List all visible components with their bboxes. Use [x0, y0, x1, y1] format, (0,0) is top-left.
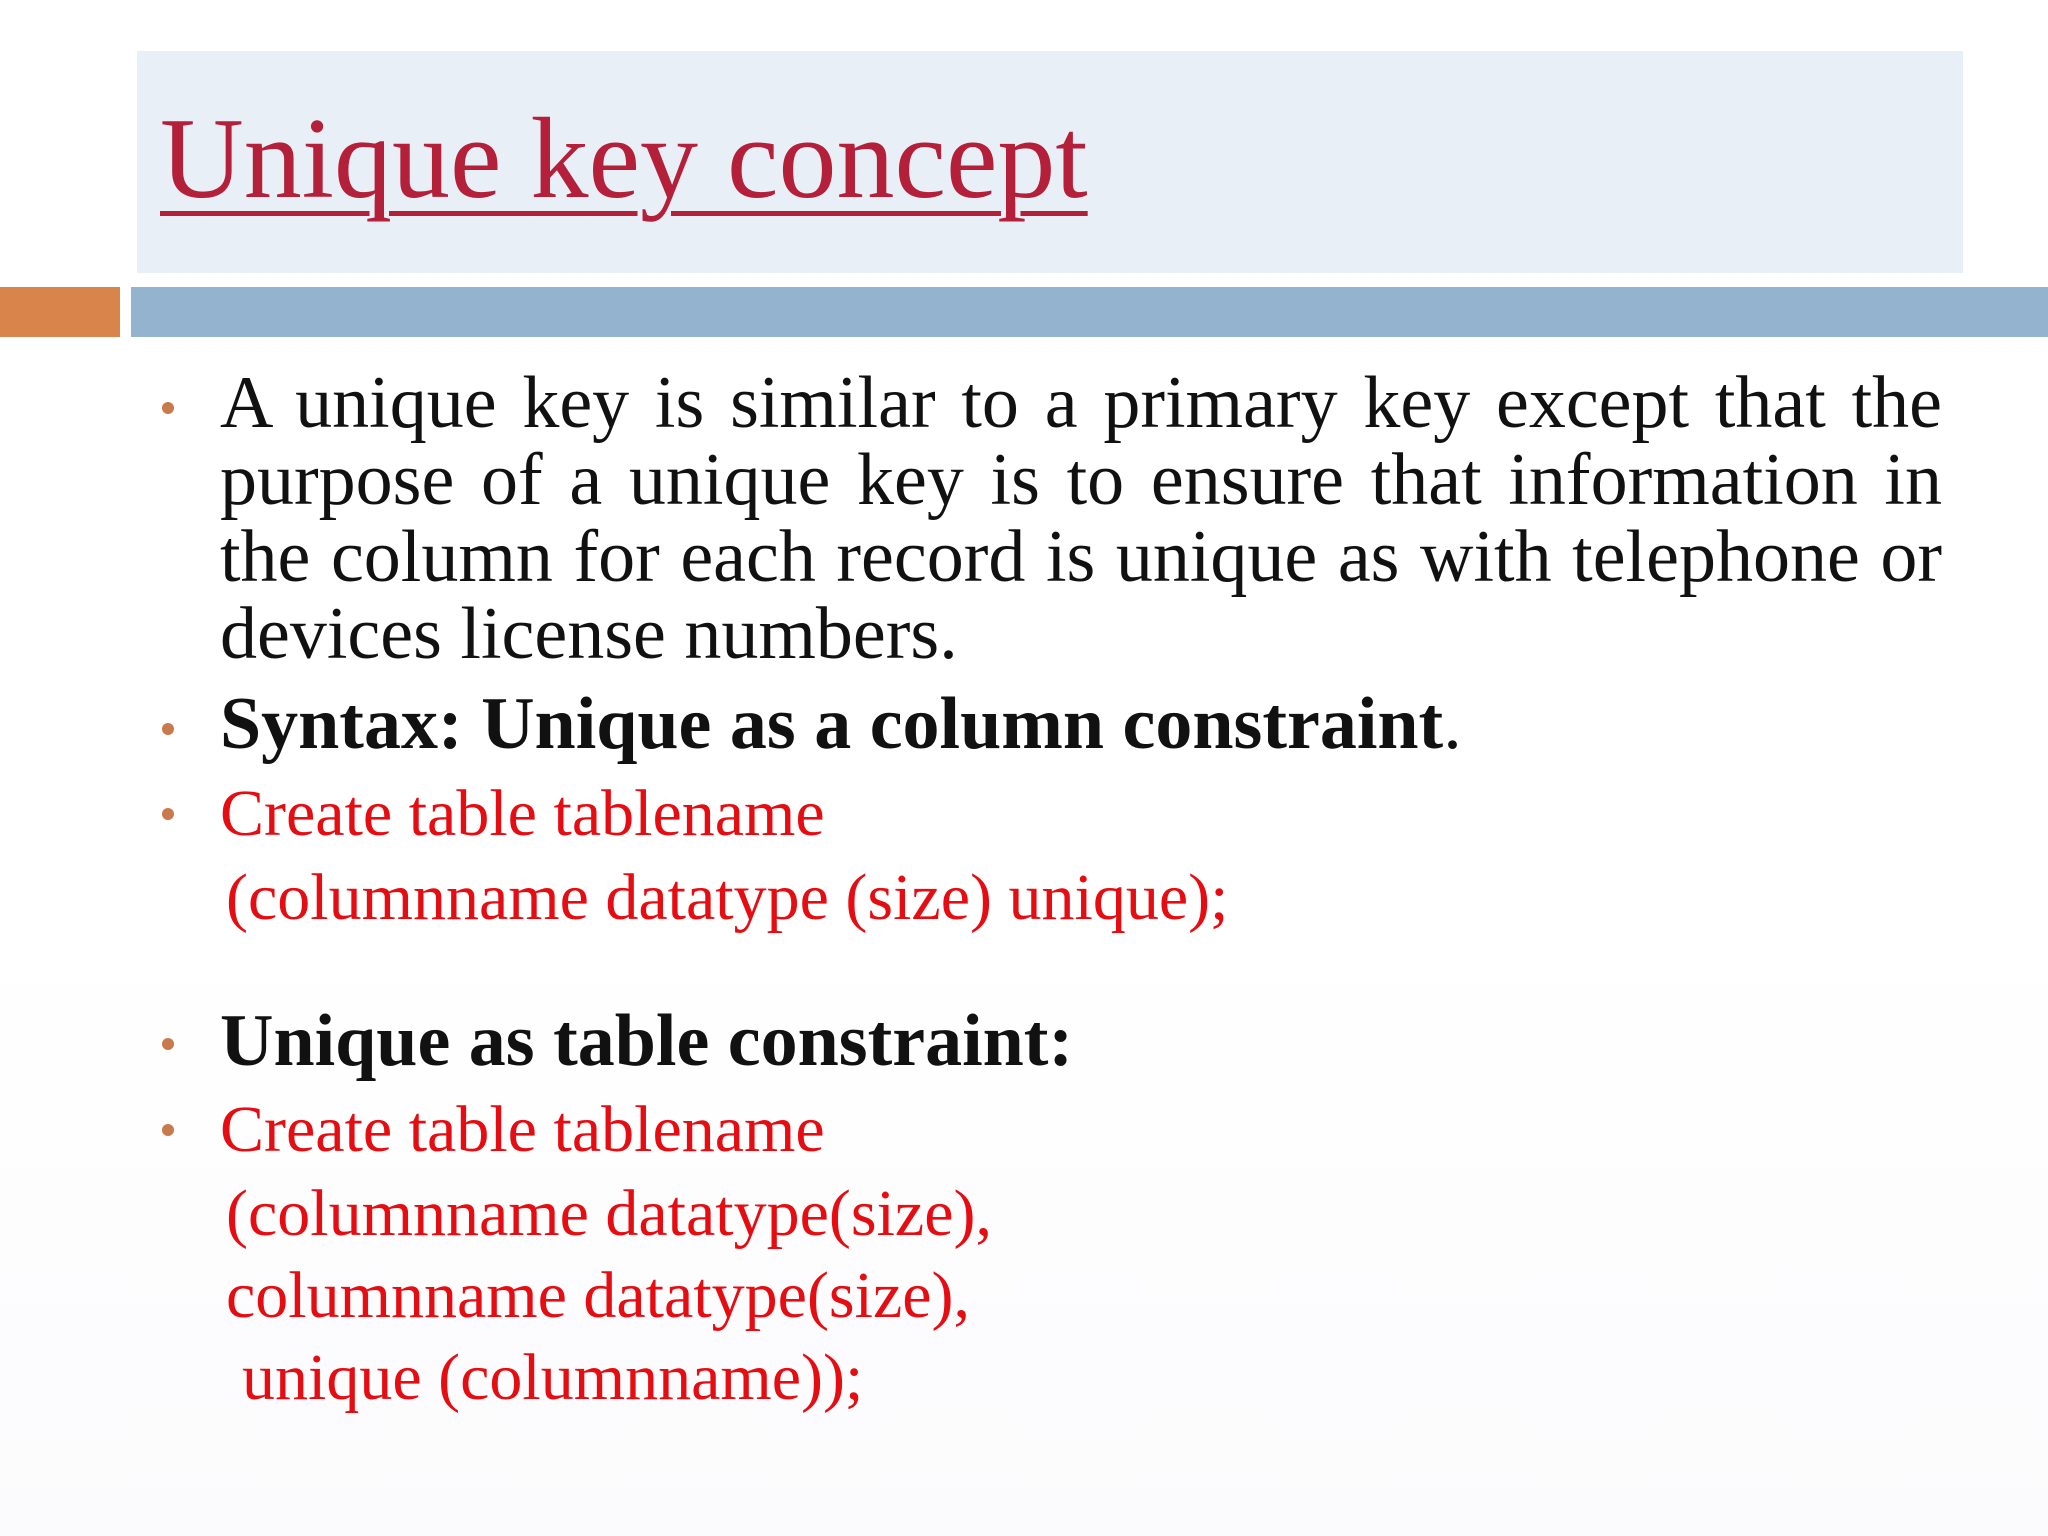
syntax-heading-period: .	[1443, 683, 1462, 765]
bullet-dot	[162, 1124, 174, 1136]
bullet-dot	[162, 1038, 174, 1050]
bullet-dot	[162, 723, 174, 735]
syntax-heading-text: Syntax: Unique as a column constraint	[220, 683, 1444, 765]
code-column-line-1: Create table tablename	[220, 777, 825, 850]
code-table-line-4: unique (columnname));	[242, 1341, 864, 1414]
slide-title: Unique key concept	[160, 95, 1088, 223]
bullet-syntax-heading	[220, 684, 1942, 764]
bullet-table-constraint-heading: Unique as table constraint:	[220, 1000, 1074, 1082]
code-table-line-2: (columnname datatype(size),	[226, 1177, 992, 1250]
bullet-description: A unique key is similar to a primary key except that the purpose of a unique key is to ensure that information in the column for each record is unique as with telephone or devices license numbers.	[220, 362, 1942, 675]
code-column-line-2: (columnname datatype (size) unique);	[226, 861, 1229, 934]
code-table-line-3: columnname datatype(size),	[226, 1259, 971, 1332]
bullet-dot	[162, 402, 174, 414]
bullet-dot	[162, 808, 174, 820]
code-table-line-1: Create table tablename	[220, 1093, 825, 1166]
